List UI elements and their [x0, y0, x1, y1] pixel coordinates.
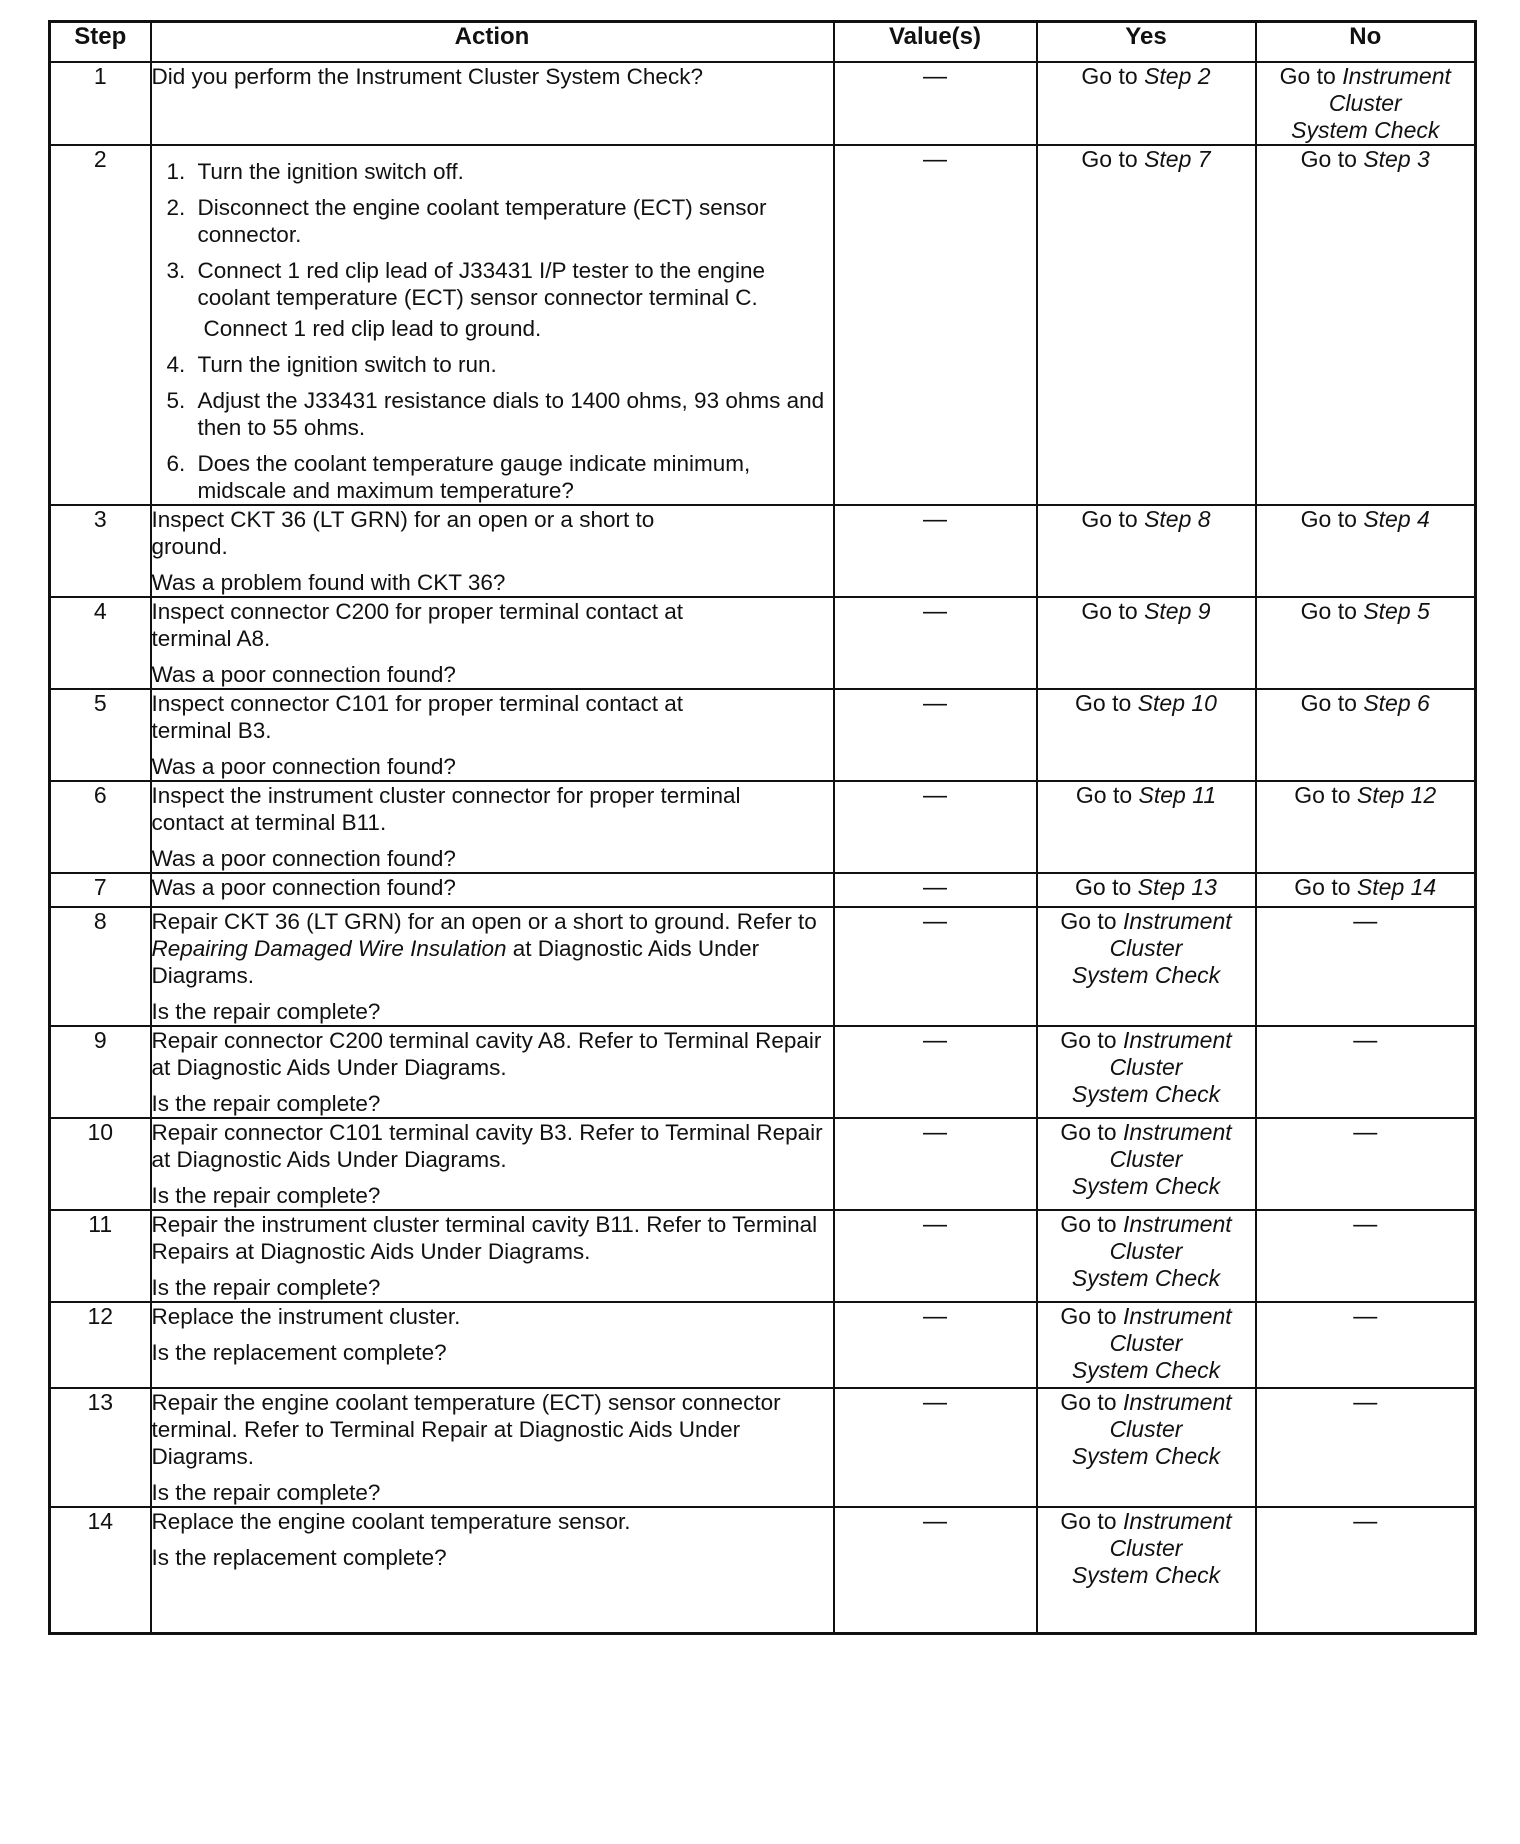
- value-cell: —: [834, 1118, 1037, 1210]
- action-question: Was a poor connection found?: [151, 875, 456, 900]
- action-cell: [151, 1388, 834, 1507]
- action-text: Repair the instrument cluster terminal cavity B11. Refer to Terminal Repairs at Diagnostic Aids Under Diagrams.: [151, 1212, 818, 1264]
- step-number: 13: [50, 1388, 151, 1507]
- yes-cell: Go to Instrument Cluster System Check: [1037, 1026, 1256, 1118]
- table-row: [50, 689, 1476, 781]
- no-cell: —: [1256, 1507, 1476, 1633]
- step-number: 3: [50, 505, 151, 597]
- yes-cell: [1037, 62, 1256, 145]
- table-row: [50, 597, 1476, 689]
- go-to-text: Go to: [1081, 63, 1138, 89]
- action-steps-list: [152, 158, 833, 311]
- list-item: 1. Turn the ignition switch off.: [192, 158, 833, 185]
- step-number: 9: [50, 1026, 151, 1118]
- table-row: [50, 145, 1476, 505]
- value-cell: —: [834, 907, 1037, 1026]
- step-ref: Step 11: [1138, 782, 1217, 808]
- step-number: 6: [50, 781, 151, 873]
- table-row: [50, 1026, 1476, 1118]
- header-no: No: [1256, 22, 1476, 63]
- no-cell: —: [1256, 1026, 1476, 1118]
- step-ref: Step 3: [1363, 146, 1430, 172]
- yes-cell: Go to Step 8: [1037, 505, 1256, 597]
- action-question: Is the repair complete?: [151, 999, 381, 1024]
- action-question: Was a poor connection found?: [151, 846, 456, 871]
- step-ref: Step 9: [1144, 598, 1211, 624]
- action-cell: [151, 1507, 834, 1633]
- action-text: Inspect the instrument cluster connector for proper terminal contact at terminal B11.: [151, 783, 741, 835]
- step-number: 10: [50, 1118, 151, 1210]
- step-ref: Step 7: [1144, 146, 1211, 172]
- yes-cell: Go to Step 13: [1037, 873, 1256, 907]
- step-ref: Step 2: [1144, 63, 1211, 89]
- step-number: 14: [50, 1507, 151, 1633]
- list-item: 4. Turn the ignition switch to run.: [192, 351, 833, 378]
- action-question: Was a poor connection found?: [151, 662, 456, 687]
- yes-cell: Go to Step 10: [1037, 689, 1256, 781]
- action-cell: [151, 1026, 834, 1118]
- value-cell: —: [834, 781, 1037, 873]
- no-cell: Go to Step 14: [1256, 873, 1476, 907]
- action-text: Inspect connector C200 for proper terminal contact at terminal A8.: [151, 599, 684, 651]
- value-cell: —: [834, 505, 1037, 597]
- action-question: Is the replacement complete?: [151, 1340, 447, 1365]
- action-text: Repair the engine coolant temperature (ECT) sensor connector terminal. Refer to Terminal Repair at Diagnostic Aids Under Diagrams.: [151, 1390, 781, 1469]
- action-question: Was a problem found with CKT 36?: [151, 570, 506, 595]
- yes-cell: Go to Instrument Cluster System Check: [1037, 1302, 1256, 1388]
- action-text: Did you perform the Instrument Cluster System Check?: [151, 64, 703, 89]
- action-cell: [151, 505, 834, 597]
- diagnostic-table: [48, 20, 1477, 1635]
- table-row: [50, 1388, 1476, 1507]
- table-row: [50, 505, 1476, 597]
- table-row: [50, 1507, 1476, 1633]
- value-cell: —: [834, 1210, 1037, 1302]
- action-note: Connect 1 red clip lead to ground.: [203, 316, 542, 341]
- action-cell: [151, 1210, 834, 1302]
- step-number: 11: [50, 1210, 151, 1302]
- list-item: 2. Disconnect the engine coolant temperature (ECT) sensor connector.: [192, 194, 833, 248]
- yes-cell: Go to Step 9: [1037, 597, 1256, 689]
- step-ref: Step 13: [1137, 874, 1217, 900]
- step-number: 1: [50, 62, 151, 145]
- no-cell: —: [1256, 1302, 1476, 1388]
- yes-cell: Go to Instrument Cluster System Check: [1037, 1507, 1256, 1633]
- table-row: [50, 62, 1476, 145]
- table-row: [50, 873, 1476, 907]
- value-cell: —: [834, 1507, 1037, 1633]
- action-text: Replace the instrument cluster.: [151, 1304, 461, 1329]
- header-step: Step: [50, 22, 151, 63]
- action-question: Is the repair complete?: [151, 1480, 381, 1505]
- action-cell: [151, 597, 834, 689]
- action-question: Is the repair complete?: [151, 1275, 381, 1300]
- step-number: 4: [50, 597, 151, 689]
- value-cell: —: [834, 145, 1037, 505]
- no-cell: —: [1256, 1210, 1476, 1302]
- table-row: [50, 781, 1476, 873]
- list-item: 5. Adjust the J33431 resistance dials to 1400 ohms, 93 ohms and then to 55 ohms.: [192, 387, 833, 441]
- action-question: Was a poor connection found?: [151, 754, 456, 779]
- yes-cell: Go to Instrument Cluster System Check: [1037, 1388, 1256, 1507]
- action-cell: [151, 873, 834, 907]
- step-number: 12: [50, 1302, 151, 1388]
- value-cell: —: [834, 1302, 1037, 1388]
- step-ref: Step 12: [1356, 782, 1437, 808]
- no-cell: Go to Instrument Cluster System Check: [1256, 62, 1476, 145]
- header-row: [50, 22, 1476, 63]
- step-ref: Step 10: [1137, 690, 1217, 716]
- table-row: [50, 1118, 1476, 1210]
- step-number: 7: [50, 873, 151, 907]
- header-yes: Yes: [1037, 22, 1256, 63]
- action-reference: Repairing Damaged Wire Insulation: [151, 936, 507, 961]
- action-text: Inspect connector C101 for proper terminal contact at terminal B3.: [151, 691, 684, 743]
- value-cell: —: [834, 597, 1037, 689]
- no-cell: —: [1256, 1118, 1476, 1210]
- action-cell: [151, 781, 834, 873]
- no-cell: Go to Step 4: [1256, 505, 1476, 597]
- table-row: [50, 1302, 1476, 1388]
- action-text: Repair connector C200 terminal cavity A8. Refer to Terminal Repair at Diagnostic Aids Under Diagrams.: [151, 1028, 822, 1080]
- value-cell: —: [834, 62, 1037, 145]
- action-steps-list: [152, 351, 833, 504]
- step-ref: Step 8: [1144, 506, 1211, 532]
- action-cell: [151, 1302, 834, 1388]
- action-question: Is the repair complete?: [151, 1091, 381, 1116]
- no-cell: Go to Step 3: [1256, 145, 1476, 505]
- no-cell: Go to Step 5: [1256, 597, 1476, 689]
- no-cell: Go to Step 6: [1256, 689, 1476, 781]
- step-ref: Step 4: [1363, 506, 1430, 532]
- list-item: 3. Connect 1 red clip lead of J33431 I/P tester to the engine coolant temperature (ECT) sensor connector terminal C.: [192, 257, 833, 311]
- action-text: Replace the engine coolant temperature sensor.: [151, 1509, 631, 1534]
- step-ref: Step 5: [1363, 598, 1430, 624]
- action-question: Is the replacement complete?: [151, 1545, 447, 1570]
- action-cell: [151, 907, 834, 1026]
- value-cell: —: [834, 1388, 1037, 1507]
- table-row: [50, 907, 1476, 1026]
- action-text: Inspect CKT 36 (LT GRN) for an open or a short to ground.: [151, 507, 655, 559]
- no-cell: —: [1256, 1388, 1476, 1507]
- value-cell: —: [834, 1026, 1037, 1118]
- action-text: Repair CKT 36 (LT GRN) for an open or a short to ground. Refer to Repairing Damaged Wire Insulation at Diagnostic Aids Under Diagrams.: [151, 909, 817, 988]
- yes-cell: Go to Instrument Cluster System Check: [1037, 907, 1256, 1026]
- header-values: Value(s): [834, 22, 1037, 63]
- yes-cell: Go to Step 7: [1037, 145, 1256, 505]
- action-cell: [151, 62, 834, 145]
- step-ref: Step 14: [1356, 874, 1437, 900]
- action-cell: [151, 145, 834, 505]
- yes-cell: Go to Instrument Cluster System Check: [1037, 1118, 1256, 1210]
- yes-cell: Go to Instrument Cluster System Check: [1037, 1210, 1256, 1302]
- value-cell: —: [834, 689, 1037, 781]
- table-row: [50, 1210, 1476, 1302]
- step-ref: Step 6: [1363, 690, 1430, 716]
- step-number: 5: [50, 689, 151, 781]
- value-cell: —: [834, 873, 1037, 907]
- no-cell: —: [1256, 907, 1476, 1026]
- yes-cell: Go to Step 11: [1037, 781, 1256, 873]
- action-question: Is the repair complete?: [151, 1183, 381, 1208]
- action-cell: [151, 689, 834, 781]
- step-number: 8: [50, 907, 151, 1026]
- step-ref: Instrument Cluster System Check: [1291, 63, 1451, 143]
- list-item: 6. Does the coolant temperature gauge indicate minimum, midscale and maximum temperature?: [192, 450, 833, 504]
- step-number: 2: [50, 145, 151, 505]
- header-action: Action: [151, 22, 834, 63]
- no-cell: Go to Step 12: [1256, 781, 1476, 873]
- action-text: Repair connector C101 terminal cavity B3. Refer to Terminal Repair at Diagnostic Aids Under Diagrams.: [151, 1120, 823, 1172]
- action-cell: [151, 1118, 834, 1210]
